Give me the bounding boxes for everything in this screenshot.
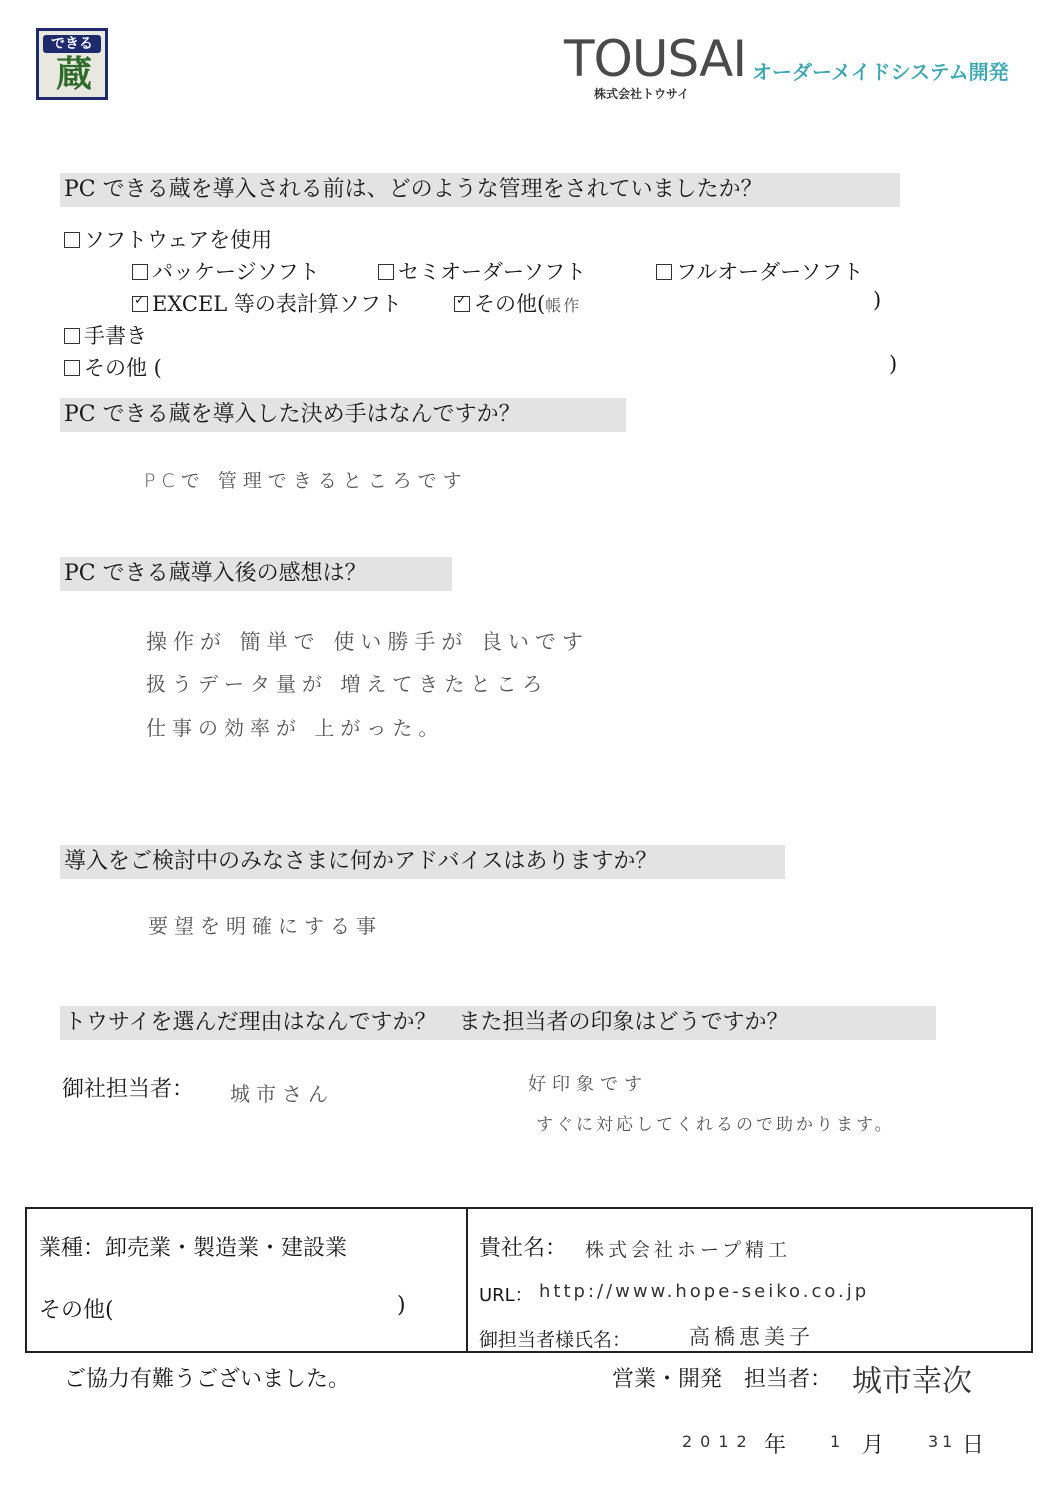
contact-label: 御担当者様氏名： bbox=[479, 1329, 632, 1351]
logo-main-text: 蔵 bbox=[55, 53, 92, 95]
answer-2: PCで 管理できるところです bbox=[144, 470, 468, 492]
checkbox-checked-icon[interactable] bbox=[132, 296, 148, 312]
question-4: 導入をご検討中のみなさまに何かアドバイスはありますか？ bbox=[60, 845, 785, 879]
brand-company: 株式会社トウサイ bbox=[594, 87, 690, 101]
option-label: 手書き bbox=[84, 324, 147, 348]
brand-name: TOUSAI bbox=[564, 30, 747, 88]
date-day: 31 bbox=[928, 1432, 957, 1451]
question-2: PC できる蔵を導入した決め手はなんですか？ bbox=[60, 398, 626, 432]
other-industry-close: ) bbox=[397, 1293, 406, 1318]
sales-label: 営業・開発 担当者： bbox=[612, 1367, 833, 1392]
close-paren-2: ) bbox=[889, 352, 898, 376]
staff-answer: 城市さん bbox=[230, 1082, 334, 1106]
other-software-answer: 帳作 bbox=[545, 296, 582, 315]
option-semi-order[interactable] bbox=[378, 256, 586, 286]
other-industry-label: その他( bbox=[39, 1298, 114, 1323]
checkbox-checked-icon[interactable] bbox=[454, 296, 470, 312]
impression-line-2: すぐに対応してくれるので助かります。 bbox=[536, 1115, 895, 1135]
company-name-value: 株式会社ホープ精工 bbox=[585, 1239, 792, 1261]
option-label: パッケージソフト bbox=[152, 260, 320, 284]
option-label: ソフトウェアを使用 bbox=[84, 228, 273, 252]
option-label: その他 ( bbox=[84, 356, 162, 380]
url-label: URL： bbox=[479, 1285, 533, 1306]
option-full-order[interactable] bbox=[656, 256, 863, 286]
option-handwritten[interactable] bbox=[64, 320, 147, 350]
contact-value: 高橋恵美子 bbox=[689, 1325, 814, 1349]
dekiru-kura-logo bbox=[36, 28, 108, 100]
checkbox-icon[interactable] bbox=[656, 264, 672, 280]
impression-line-1: 好印象です bbox=[528, 1074, 648, 1095]
option-other[interactable] bbox=[64, 352, 162, 382]
option-package[interactable] bbox=[132, 256, 320, 286]
option-label: フルオーダーソフト bbox=[676, 260, 864, 284]
date-month-unit: 月 bbox=[862, 1433, 885, 1458]
option-label: セミオーダーソフト bbox=[398, 260, 587, 284]
answer-3-line-3: 仕事の効率が 上がった。 bbox=[146, 716, 445, 740]
close-paren: ) bbox=[873, 288, 882, 312]
question-5: トウサイを選んだ理由はなんですか？ また担当者の印象はどうですか？ bbox=[60, 1006, 936, 1040]
checkbox-icon[interactable] bbox=[132, 264, 148, 280]
checkbox-icon[interactable] bbox=[378, 264, 394, 280]
company-name-label: 貴社名： bbox=[479, 1236, 568, 1261]
url-value: http://www.hope-seiko.co.jp bbox=[539, 1281, 870, 1302]
checkbox-icon[interactable] bbox=[64, 360, 80, 376]
checkbox-icon[interactable] bbox=[64, 232, 80, 248]
sales-signature: 城市幸次 bbox=[852, 1364, 972, 1399]
option-software[interactable] bbox=[64, 224, 272, 254]
industry-field: 業種：卸売業・製造業・建設業 bbox=[39, 1236, 348, 1261]
box-divider bbox=[466, 1209, 468, 1351]
company-info-box bbox=[25, 1207, 1033, 1353]
option-label: EXCEL 等の表計算ソフト bbox=[152, 292, 402, 316]
answer-4: 要望を明確にする事 bbox=[148, 914, 382, 938]
checkbox-icon[interactable] bbox=[64, 328, 80, 344]
date-year-unit: 年 bbox=[764, 1433, 787, 1458]
option-label: その他( bbox=[474, 292, 546, 316]
logo-top-text: できる bbox=[43, 35, 101, 53]
date-year: 2012 bbox=[682, 1432, 755, 1451]
staff-label: 御社担当者： bbox=[62, 1077, 195, 1102]
thanks-message: ご協力有難うございました。 bbox=[64, 1367, 351, 1392]
question-1: PC できる蔵を導入される前は、どのような管理をされていましたか？ bbox=[60, 173, 900, 207]
date-month: 1 bbox=[830, 1432, 845, 1451]
option-excel[interactable] bbox=[132, 288, 402, 318]
answer-3-line-2: 扱うデータ量が 増えてきたところ bbox=[146, 672, 549, 696]
answer-3-line-1: 操作が 簡単で 使い勝手が 良いです bbox=[146, 630, 590, 654]
question-3: PC できる蔵導入後の感想は？ bbox=[60, 557, 452, 591]
date-day-unit: 日 bbox=[962, 1433, 985, 1458]
brand-subtitle: オーダーメイドシステム開発 bbox=[752, 60, 1009, 84]
option-other-software[interactable] bbox=[454, 288, 581, 318]
